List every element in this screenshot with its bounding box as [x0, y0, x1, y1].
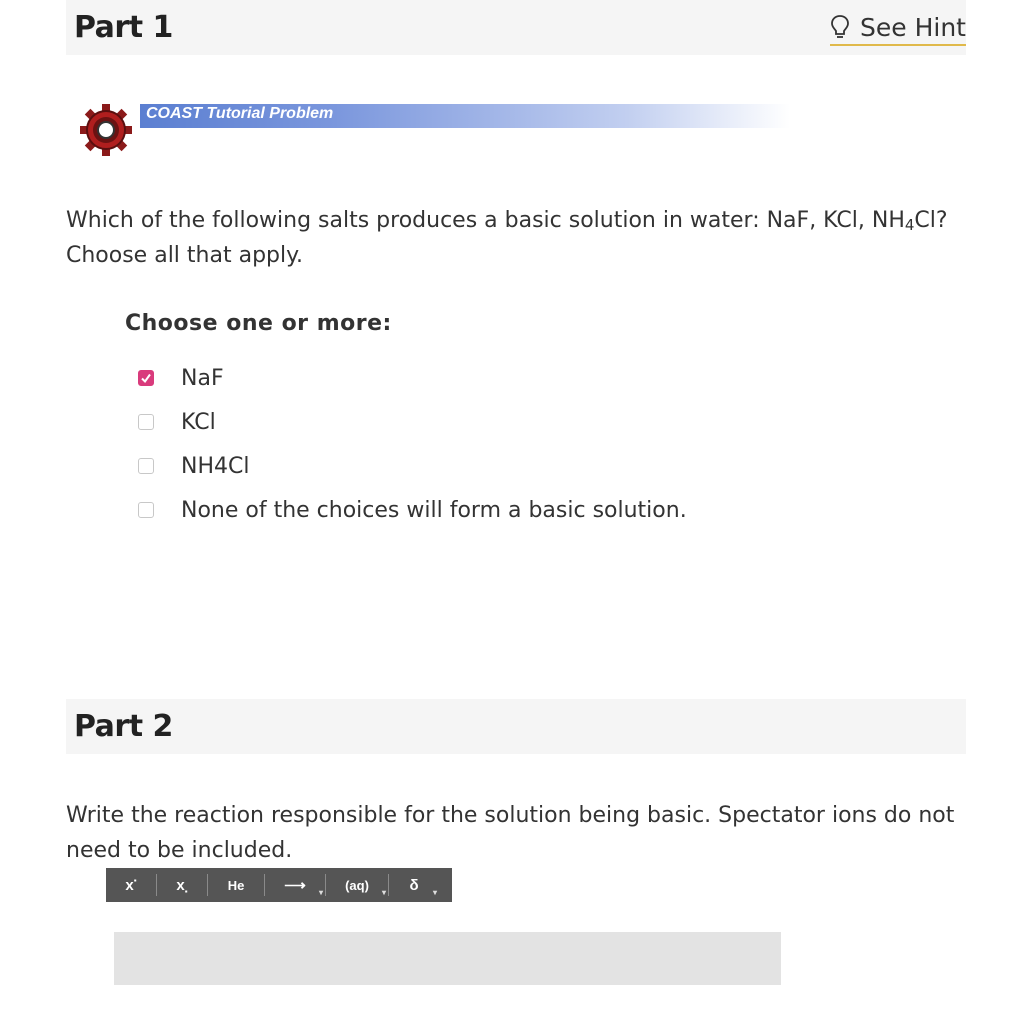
reaction-answer-input[interactable] — [114, 932, 781, 985]
choice-label: NH4Cl — [181, 453, 250, 479]
subscript-mark-icon: ▪ — [184, 886, 188, 896]
element-button[interactable] — [208, 873, 264, 897]
caret-down-icon: ▾ — [381, 888, 386, 897]
gear-icon — [78, 100, 134, 156]
caret-down-icon: ▾ — [318, 888, 323, 897]
part1-title: Part 1 — [74, 10, 173, 45]
question-instruction: Choose all that apply. — [66, 243, 303, 268]
caret-down-icon: ▾ — [432, 888, 437, 897]
choice-label: None of the choices will form a basic solution. — [181, 497, 687, 523]
choice-kcl[interactable] — [138, 400, 687, 444]
see-hint-button[interactable] — [830, 10, 966, 46]
state-dropdown-button[interactable] — [326, 873, 388, 897]
arrow-icon: ⟶ — [284, 877, 306, 894]
arrow-dropdown-button[interactable] — [265, 873, 325, 897]
part2-title: Part 2 — [74, 709, 173, 744]
part1-header — [66, 0, 966, 55]
superscript-button[interactable] — [106, 873, 156, 897]
choice-none[interactable] — [138, 488, 687, 532]
choice-nh4cl[interactable] — [138, 444, 687, 488]
checkbox-none[interactable] — [138, 502, 154, 518]
checkmark-icon — [140, 372, 152, 384]
see-hint-label: See Hint — [860, 12, 966, 42]
delta-label: δ — [409, 876, 419, 894]
choice-label: KCl — [181, 409, 216, 435]
choices-list — [138, 356, 687, 532]
question-subscript: 4 — [904, 216, 915, 234]
coast-strip — [140, 104, 790, 128]
choose-label: Choose one or more: — [125, 311, 392, 336]
subscript-label: x — [176, 876, 185, 894]
subscript-button[interactable] — [157, 873, 207, 897]
delta-dropdown-button[interactable] — [389, 873, 439, 897]
checkbox-kcl[interactable] — [138, 414, 154, 430]
part2-header — [66, 699, 966, 754]
coast-label: COAST Tutorial Problem — [146, 105, 334, 122]
checkbox-nh4cl[interactable] — [138, 458, 154, 474]
element-label: He — [227, 877, 245, 893]
part2-question: Write the reaction responsible for the solution being basic. Spectator ions do not need to be included. — [66, 803, 955, 863]
coast-tutorial-banner — [78, 100, 790, 160]
question-text: Which of the following salts produces a basic solution in water: NaF, KCl, NH — [66, 208, 905, 233]
state-label: (aq) — [345, 877, 369, 893]
superscript-label: x — [125, 876, 134, 894]
lightbulb-icon — [830, 14, 850, 40]
part1-question — [66, 203, 966, 273]
choice-naf[interactable] — [138, 356, 687, 400]
choice-label: NaF — [181, 365, 224, 391]
chem-editor-toolbar — [106, 868, 452, 902]
checkbox-naf[interactable] — [138, 370, 154, 386]
superscript-mark-icon: ▪ — [133, 875, 137, 885]
question-text-end: Cl? — [914, 208, 948, 233]
